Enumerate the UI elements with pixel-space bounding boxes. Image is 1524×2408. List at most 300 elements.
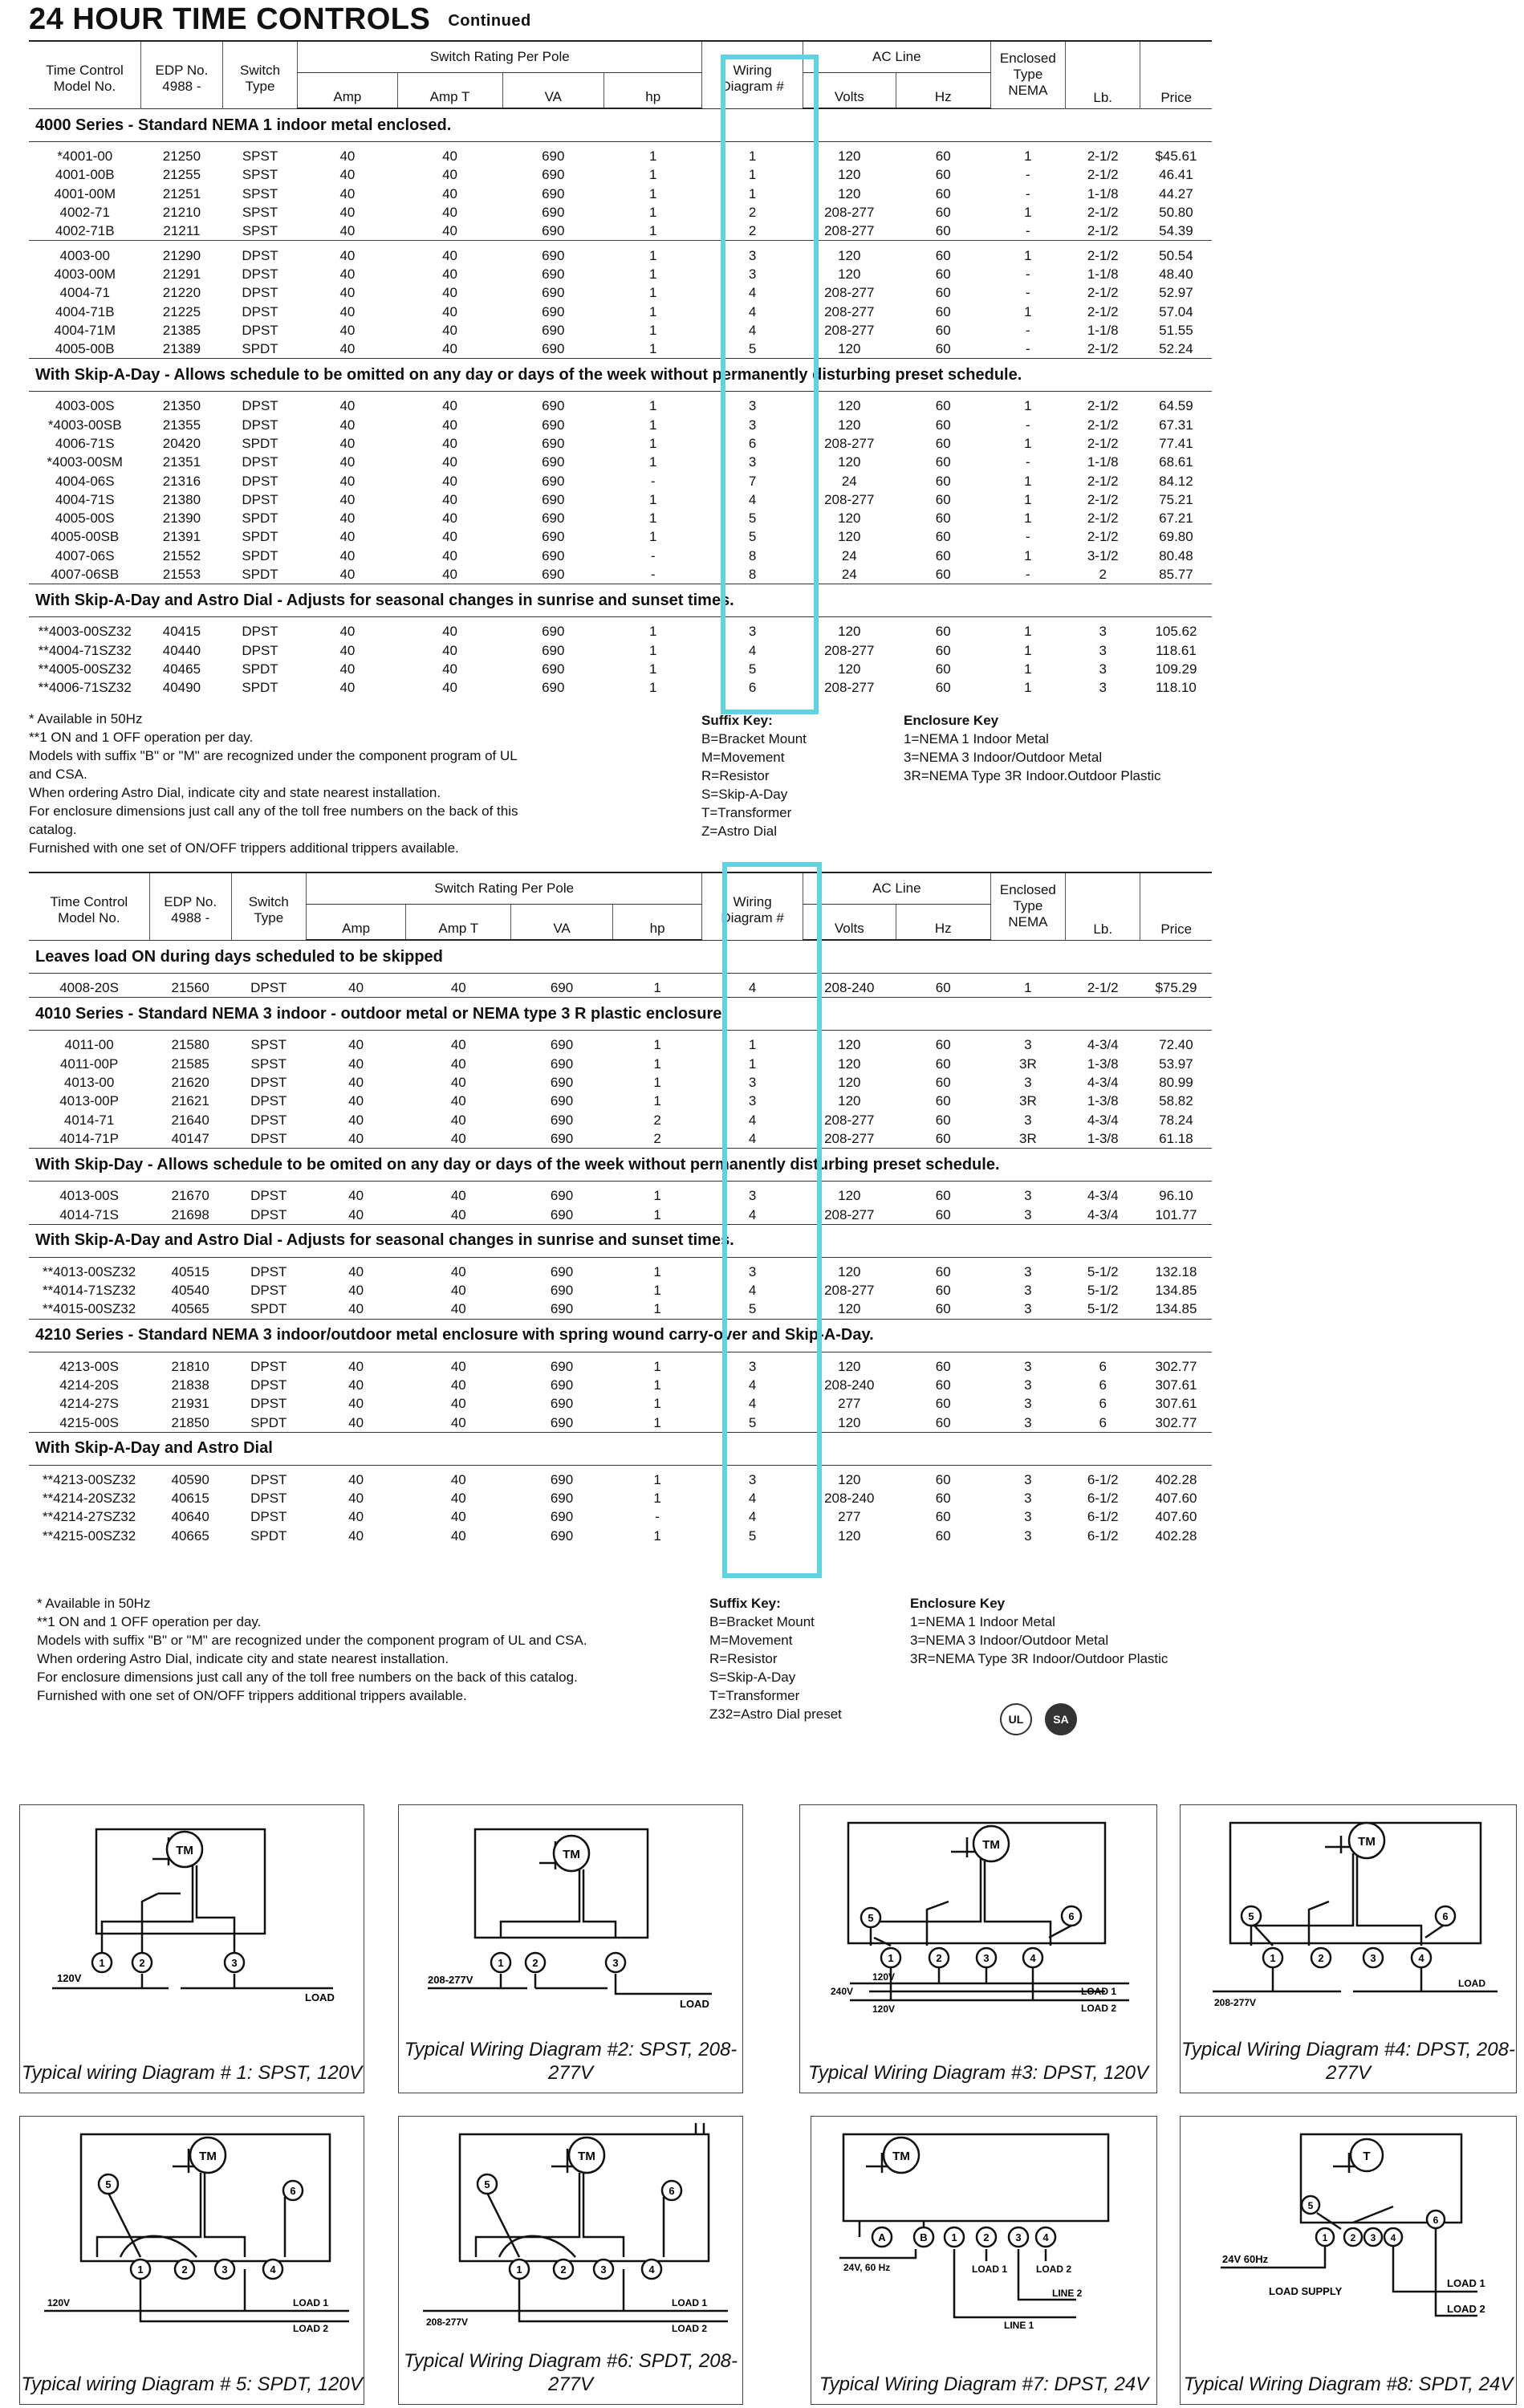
wiring-diagram-8 [1180, 2116, 1517, 2405]
table-cell: DPST [250, 1471, 287, 1487]
table-cell: 21390 [162, 510, 201, 527]
table-cell: DPST [250, 1491, 287, 1507]
table-cell: DPST [242, 491, 278, 507]
table-cell: 21385 [162, 322, 201, 338]
table-cell: - [1026, 167, 1030, 183]
section-title: Leaves load ON during days scheduled to be skipped [29, 940, 1212, 974]
table-cell: 58.82 [1159, 1093, 1193, 1109]
header-text: Model No. [53, 79, 116, 95]
table-cell: 40 [450, 1509, 466, 1525]
table-cell: SPST [242, 167, 278, 183]
table-row [29, 1394, 1212, 1413]
table-cell: 60 [935, 1471, 951, 1487]
table-cell: 21580 [171, 1037, 209, 1053]
key-item: 3R=NEMA Type 3R Indoor/Outdoor Plastic [910, 1651, 1168, 1666]
table-cell: **4004-71SZ32 [38, 642, 132, 658]
table-cell: 1-1/8 [1087, 322, 1119, 338]
table-cell: DPST [242, 473, 278, 489]
table-cell: 40 [348, 1377, 364, 1393]
table-cell: 101.77 [1155, 1206, 1197, 1222]
terminal-label: 2 [1318, 1952, 1324, 1964]
table-cell: 1 [648, 341, 657, 357]
table-cell: 40 [339, 567, 356, 583]
table-cell: 3R [1019, 1056, 1037, 1072]
table-cell: 1 [648, 322, 657, 338]
key-item: 1=NEMA 1 Indoor Metal [904, 731, 1049, 746]
table-cell: 690 [550, 1358, 574, 1374]
table-cell: 40 [339, 185, 356, 201]
table-cell: 60 [935, 247, 951, 263]
table-cell: 60 [935, 529, 951, 545]
ul-logo: UL [1000, 1703, 1032, 1735]
col-volts: Volts [803, 73, 896, 109]
diagram-caption: Typical Wiring Diagram #2: SPST, 208-277V [404, 2039, 738, 2084]
terminal-label: 4 [1042, 2231, 1049, 2243]
table-cell: 3 [1024, 1112, 1032, 1128]
table-cell: 40 [339, 341, 356, 357]
wiring-diagram-3 [799, 1804, 1157, 2093]
table-cell: 4 [748, 1130, 757, 1146]
header-text: NEMA [1008, 83, 1048, 99]
table-cell: 4215-00S [59, 1414, 119, 1430]
table-cell: **4013-00SZ32 [42, 1263, 136, 1279]
table-cell: 3 [1024, 1075, 1032, 1091]
table-cell: 1 [1024, 473, 1032, 489]
table-cell: 21290 [162, 247, 201, 263]
table-cell: 4 [748, 1396, 757, 1412]
terminal-label: 1 [1270, 1952, 1276, 1964]
note-line: Furnished with one set of ON/OFF trippers additional trippers available. [37, 1688, 467, 1703]
table-cell: 60 [935, 491, 951, 507]
table-cell: 3 [748, 1471, 757, 1487]
table-cell: 21316 [162, 473, 201, 489]
table-cell: 40 [442, 148, 458, 165]
table-cell: 3 [748, 266, 757, 282]
table-cell: 4 [748, 1491, 757, 1507]
table-cell: 60 [935, 1056, 951, 1072]
section-title: 4000 Series - Standard NEMA 1 indoor metal enclosed. [29, 108, 1212, 142]
table-cell: 690 [542, 624, 565, 640]
table-cell: 4007-06S [55, 547, 115, 563]
table-cell: 120 [838, 167, 861, 183]
table-cell: 690 [550, 1509, 574, 1525]
table-cell: SPDT [250, 1301, 287, 1317]
table-cell: 1 [653, 1471, 661, 1487]
table-cell: 3 [1024, 1509, 1032, 1525]
key-item: R=Resistor [701, 768, 770, 783]
table-cell: 120 [838, 1471, 861, 1487]
table-cell: 307.61 [1155, 1377, 1197, 1393]
terminal-label: 5 [484, 2178, 490, 2190]
table-cell: DPST [242, 642, 278, 658]
table-cell: 1 [648, 205, 657, 221]
table-cell: 40 [348, 1509, 364, 1525]
table-row [29, 660, 1212, 678]
col-model [29, 41, 140, 108]
table-cell: 21838 [171, 1377, 209, 1393]
table-cell: 1 [1024, 205, 1032, 221]
table-cell: 21621 [171, 1093, 209, 1109]
table-cell: 402.28 [1155, 1527, 1197, 1544]
table-cell: 21389 [162, 341, 201, 357]
key-item: 1=NEMA 1 Indoor Metal [910, 1614, 1055, 1629]
price-table-1 [29, 40, 1212, 697]
table-cell: 1 [1024, 680, 1032, 696]
table-cell: DPST [250, 1509, 287, 1525]
table-cell: SPDT [242, 529, 278, 545]
table-cell: 3 [748, 247, 757, 263]
table-row [29, 1092, 1212, 1110]
table-cell: - [1026, 285, 1030, 301]
table-cell: 2-1/2 [1087, 417, 1119, 433]
table-cell: 50.54 [1159, 247, 1193, 263]
table-cell: 208-277 [824, 1130, 875, 1146]
table-cell: 40440 [162, 642, 201, 658]
table-cell: 4004-71S [55, 491, 115, 507]
table-cell: 4214-20S [59, 1377, 119, 1393]
terminal-label: 1 [99, 1957, 105, 1969]
note-line: **1 ON and 1 OFF operation per day. [37, 1614, 262, 1629]
table-cell: 690 [502, 222, 604, 241]
col-group-acline: AC Line [803, 41, 990, 73]
table-cell: 3R [1019, 1093, 1037, 1109]
title-suffix: Continued [448, 11, 531, 30]
table-cell: DPST [242, 322, 278, 338]
header-text: Diagram # [721, 910, 784, 926]
table-row [29, 1129, 1212, 1149]
terminal-label: 5 [868, 1912, 874, 1924]
table-cell: 4003-00 [59, 247, 110, 263]
table-cell: 60 [935, 266, 951, 282]
table-cell: 2-1/2 [1087, 473, 1119, 489]
diagram-caption: Typical Wiring Diagram #8: SPDT, 24V [1183, 2373, 1514, 2395]
col-lb: Lb. [1066, 872, 1140, 940]
table-cell: 690 [542, 167, 565, 183]
table-row [29, 434, 1212, 453]
table-cell: 46.41 [1159, 167, 1193, 183]
section-header [29, 584, 1212, 617]
table-cell: 40 [450, 1283, 466, 1299]
table-cell: 1 [653, 1358, 661, 1374]
table-cell: 6 [1099, 1414, 1107, 1430]
table-cell: 40 [348, 1188, 364, 1204]
table-cell: $45.61 [1155, 148, 1197, 165]
table-cell: 690 [542, 322, 565, 338]
table-cell: 3 [1024, 1527, 1032, 1544]
supply-label: LOAD SUPPLY [1269, 2285, 1343, 2297]
table-cell: 2-1/2 [1087, 436, 1119, 451]
diagram-7-drawing [811, 2117, 1156, 2404]
table-cell: 690 [550, 1414, 574, 1430]
table-cell: 1 [1024, 661, 1032, 677]
table-cell: 690 [550, 1112, 574, 1128]
table-row [29, 1110, 1212, 1129]
table-cell: DPST [242, 285, 278, 301]
table-cell: 1 [1024, 148, 1032, 165]
table-cell: 4003-00S [55, 398, 115, 414]
header-text: Enclosed [999, 51, 1056, 67]
table-cell: 60 [935, 567, 951, 583]
load-label: LOAD 2 [1447, 2303, 1485, 2315]
table-cell: 1 [648, 624, 657, 640]
key-item: M=Movement [701, 750, 785, 765]
table-row [29, 547, 1212, 565]
table-cell: 60 [935, 1283, 951, 1299]
tm-label: TM [1358, 1835, 1376, 1849]
table-cell: 208-240 [824, 1377, 875, 1393]
table-cell: 302.77 [1155, 1358, 1197, 1374]
table-row [29, 678, 1212, 697]
terminal-label: 5 [1307, 2200, 1314, 2211]
key-title: Suffix Key: [709, 1596, 781, 1611]
table-cell: 24 [841, 567, 857, 583]
line-label: LINE 2 [1052, 2288, 1083, 2299]
table-cell: 60 [935, 624, 951, 640]
table-cell: 61.18 [1159, 1130, 1193, 1146]
key-item: 3=NEMA 3 Indoor/Outdoor Metal [904, 750, 1103, 765]
table-cell: 120 [838, 341, 861, 357]
table-cell: 40 [339, 167, 356, 183]
terminal-label: 2 [532, 1957, 538, 1969]
table-row [29, 1182, 1212, 1206]
col-enclosure [990, 872, 1065, 940]
table-row [29, 203, 1212, 222]
table-cell: 60 [935, 185, 951, 201]
table-cell: 1 [648, 510, 657, 527]
table-cell: 40 [450, 1358, 466, 1374]
table-cell: 40540 [171, 1283, 209, 1299]
table-cell: 3 [748, 1263, 757, 1279]
price-table-2 [29, 872, 1212, 1545]
key-title: Enclosure Key [910, 1596, 1006, 1611]
table-cell: 208-277 [824, 303, 875, 319]
table-cell: 40 [348, 1075, 364, 1091]
table-cell: 40 [442, 205, 458, 221]
table-cell: 690 [542, 436, 565, 451]
diagram-caption: Typical Wiring Diagram #7: DPST, 24V [819, 2373, 1149, 2395]
table-cell: 690 [542, 341, 565, 357]
table-cell: 40 [450, 1075, 466, 1091]
table-cell: 120 [838, 529, 861, 545]
diagram-caption: Typical Wiring Diagram #3: DPST, 120V [808, 2062, 1148, 2084]
table-cell: - [1026, 185, 1030, 201]
key-title: Enclosure Key [904, 713, 999, 728]
table-cell: 1 [648, 661, 657, 677]
table-cell: 2-1/2 [1087, 285, 1119, 301]
note-line: and CSA. [29, 767, 87, 782]
table-cell: 120 [838, 1188, 861, 1204]
table-cell: 40 [450, 1301, 466, 1317]
table-cell: 690 [550, 1075, 574, 1091]
wiring-diagram-7 [811, 2116, 1157, 2405]
table-cell: 3 [748, 624, 757, 640]
load-label: LOAD [1458, 1978, 1485, 1989]
header-text: EDP No. [164, 894, 217, 910]
table-cell: 3 [1024, 1358, 1032, 1374]
table-cell: 4003-00M [54, 266, 116, 282]
col-price: Price [1140, 872, 1212, 940]
terminal-label: 6 [1068, 1910, 1075, 1922]
table-cell: DPST [250, 1206, 287, 1222]
table-row [29, 265, 1212, 283]
table-cell: 690 [542, 185, 565, 201]
table-cell: 1 [653, 1377, 661, 1393]
table-cell: 40 [348, 1396, 364, 1412]
table-cell: 60 [935, 1396, 951, 1412]
table-cell: 21380 [162, 491, 201, 507]
section-header [29, 359, 1212, 392]
wiring-diagram-4 [1180, 1804, 1517, 2093]
table-cell: 4013-00 [63, 1075, 115, 1091]
load-label: LOAD 1 [1081, 1986, 1117, 1997]
table-cell: 690 [542, 247, 565, 263]
table-cell: 40 [339, 303, 356, 319]
table-cell: DPST [250, 1263, 287, 1279]
table-cell: 40 [442, 398, 458, 414]
table-cell: SPST [222, 222, 297, 241]
table-cell: 208-277 [824, 322, 875, 338]
table-cell: 2 [702, 222, 803, 241]
table-cell: 2-1/2 [1087, 529, 1119, 545]
col-va: VA [502, 73, 604, 109]
table-cell: 118.10 [1156, 680, 1197, 696]
table-cell: 4 [748, 1377, 757, 1393]
table-cell: 53.97 [1159, 1056, 1193, 1072]
load-label: LOAD 2 [1036, 2264, 1072, 2275]
table-cell: 105.62 [1155, 624, 1197, 640]
table-cell: 40 [450, 1414, 466, 1430]
table-cell: 40615 [171, 1491, 209, 1507]
table-cell: 60 [935, 1037, 951, 1053]
note-line: For enclosure dimensions just call any of the toll free numbers on the back of this catalog. [37, 1670, 578, 1685]
table-cell: 690 [550, 1037, 574, 1053]
header-text: Type [254, 910, 284, 926]
table-cell: 60 [935, 1206, 951, 1222]
table-cell: 8 [748, 567, 757, 583]
title-text: 24 HOUR TIME CONTROLS [29, 2, 431, 36]
terminal-label: 4 [1390, 2232, 1396, 2243]
table-cell: 40 [348, 1263, 364, 1279]
table-row [29, 565, 1212, 584]
notes-1 [29, 710, 518, 857]
col-amp-t: Amp T [406, 905, 511, 941]
terminal-label: 1 [951, 2231, 957, 2243]
table-cell: 277 [838, 1396, 861, 1412]
table-row [29, 1281, 1212, 1300]
table-row [29, 1257, 1212, 1281]
terminal-label: 3 [600, 2264, 607, 2276]
table-cell: 690 [550, 1130, 574, 1146]
table-cell: 40665 [171, 1527, 209, 1544]
col-edp [149, 872, 231, 940]
enclosure-key-1 [904, 711, 1161, 785]
table-cell: 690 [550, 1283, 574, 1299]
table-cell: 40 [442, 341, 458, 357]
table-cell: 120 [838, 1037, 861, 1053]
table-row [29, 453, 1212, 471]
terminal-label: 2 [1350, 2232, 1356, 2243]
table-cell: - [1026, 417, 1030, 433]
table-cell: 5-1/2 [1087, 1263, 1119, 1279]
table-cell: 2-1/2 [1087, 510, 1119, 527]
table-cell: 1 [1024, 491, 1032, 507]
diagram-caption: Typical Wiring Diagram #4: DPST, 208-277V [1181, 2039, 1515, 2084]
terminal-label: A [878, 2231, 886, 2243]
table-cell: 690 [542, 661, 565, 677]
table-cell: 4008-20S [59, 980, 119, 996]
table-cell: 1 [648, 266, 657, 282]
table-cell: 40 [442, 473, 458, 489]
table-cell: 40 [442, 417, 458, 433]
table-cell: 4004-71 [59, 285, 110, 301]
tm-label: TM [563, 1848, 580, 1861]
table-cell: 6 [748, 680, 757, 696]
header-text: Switch [239, 63, 281, 79]
col-switch-type [231, 872, 306, 940]
table-cell: 5 [748, 1301, 757, 1317]
table-cell: 40 [339, 247, 356, 263]
header-text: Switch [248, 894, 289, 910]
table-cell: DPST [242, 454, 278, 470]
table-cell: 40 [348, 1283, 364, 1299]
table-cell: 120 [838, 1301, 861, 1317]
section-title: With Skip-A-Day and Astro Dial - Adjusts for seasonal changes in sunrise and sunset times. [29, 1224, 1212, 1257]
table-cell: 3 [1024, 1377, 1032, 1393]
header-text: Type [1013, 898, 1043, 914]
notes-2 [37, 1594, 587, 1705]
key-item: M=Movement [709, 1633, 793, 1648]
table-cell: 4 [748, 642, 757, 658]
table-row [29, 185, 1212, 203]
table-cell: 40 [442, 436, 458, 451]
col-model [29, 872, 149, 940]
table-cell: 21620 [171, 1075, 209, 1091]
table-cell: 4001-00M [54, 185, 116, 201]
table-cell: SPDT [242, 510, 278, 527]
table-cell: 208-277 [824, 680, 875, 696]
table-cell: DPST [250, 1188, 287, 1204]
table-cell: 1 [604, 222, 702, 241]
col-amp: Amp [306, 905, 405, 941]
table-cell: 3 [1024, 1037, 1032, 1053]
table-row [29, 1031, 1212, 1055]
header-text: 4988 - [171, 910, 210, 926]
table-row [29, 321, 1212, 340]
table-cell: 40 [348, 1527, 364, 1544]
table-cell: 96.10 [1159, 1188, 1193, 1204]
tm-label: TM [982, 1838, 1000, 1852]
table-cell: 5 [748, 1414, 757, 1430]
table-cell: 40 [442, 624, 458, 640]
diagram-8-drawing [1181, 2117, 1516, 2404]
table-cell: 40465 [162, 661, 201, 677]
table-cell: 1 [653, 1206, 661, 1222]
table-cell: 4005-00SB [51, 529, 120, 545]
table-cell: 690 [550, 1263, 574, 1279]
table-cell: 40 [442, 661, 458, 677]
table-cell: 3-1/2 [1087, 547, 1119, 563]
table-cell: 407.60 [1155, 1509, 1197, 1525]
table-cell: **4005-00SZ32 [38, 661, 132, 677]
table-cell: 60 [935, 1377, 951, 1393]
table-cell: 1 [1024, 510, 1032, 527]
diagram-caption: Typical Wiring Diagram #6: SPDT, 208-277V [404, 2350, 738, 2395]
table-cell: 40 [348, 1206, 364, 1222]
table-cell: DPST [242, 247, 278, 263]
table-cell: 134.85 [1155, 1301, 1197, 1317]
table-cell: 77.41 [1159, 436, 1193, 451]
diagram-1-drawing [20, 1805, 364, 2093]
